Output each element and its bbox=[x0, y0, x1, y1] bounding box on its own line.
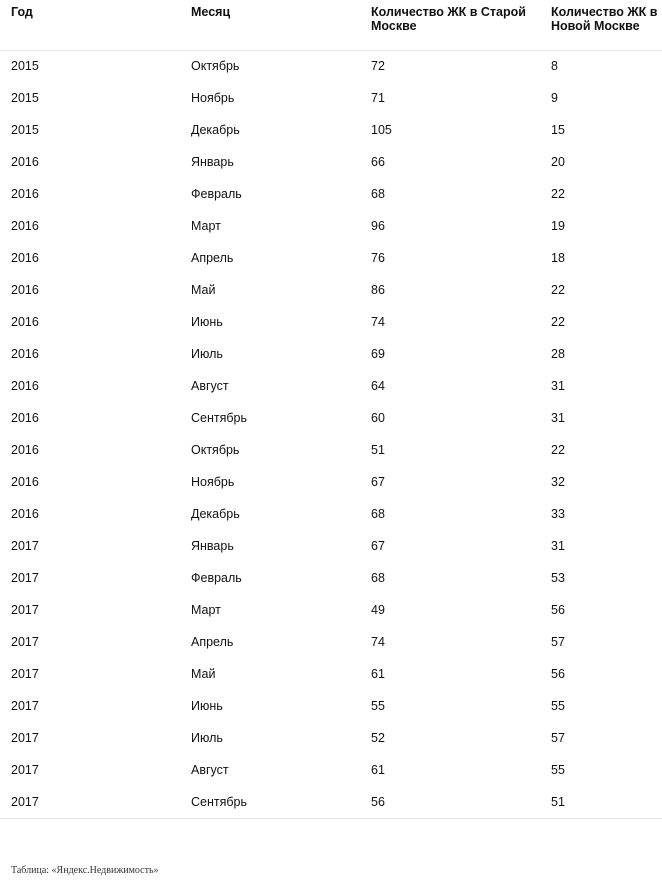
cell-new-moscow: 15 bbox=[551, 123, 565, 137]
cell-month: Декабрь bbox=[191, 507, 240, 521]
cell-old-moscow: 61 bbox=[371, 763, 385, 777]
cell-year: 2017 bbox=[11, 763, 39, 777]
cell-old-moscow: 72 bbox=[371, 59, 385, 74]
table-row bbox=[0, 82, 662, 114]
table-row bbox=[0, 50, 662, 82]
cell-new-moscow: 56 bbox=[551, 667, 565, 681]
cell-new-moscow: 9 bbox=[551, 91, 558, 105]
cell-old-moscow: 69 bbox=[371, 347, 385, 361]
cell-new-moscow: 28 bbox=[551, 347, 565, 361]
cell-new-moscow: 18 bbox=[551, 251, 565, 265]
cell-year: 2015 bbox=[11, 91, 39, 105]
cell-year: 2017 bbox=[11, 731, 39, 745]
table-row bbox=[0, 498, 662, 530]
cell-old-moscow: 52 bbox=[371, 731, 385, 745]
cell-month: Июль bbox=[191, 731, 223, 745]
cell-new-moscow: 22 bbox=[551, 443, 565, 457]
cell-year: 2015 bbox=[11, 123, 39, 137]
cell-month: Октябрь bbox=[191, 443, 240, 457]
cell-old-moscow: 76 bbox=[371, 251, 385, 265]
table-row bbox=[0, 274, 662, 306]
table-row bbox=[0, 786, 662, 818]
header-month: Месяц bbox=[180, 0, 360, 50]
cell-month: Ноябрь bbox=[191, 475, 235, 489]
table-body bbox=[0, 50, 662, 818]
cell-old-moscow: 71 bbox=[371, 91, 385, 105]
cell-year: 2017 bbox=[11, 699, 39, 713]
cell-month: Август bbox=[191, 763, 229, 777]
header-new-moscow-count: Количество ЖК в Новой Москве bbox=[540, 0, 662, 50]
table-row bbox=[0, 754, 662, 786]
table-row bbox=[0, 562, 662, 594]
table-row bbox=[0, 210, 662, 242]
cell-new-moscow: 31 bbox=[551, 411, 565, 425]
cell-year: 2015 bbox=[11, 59, 39, 74]
cell-month: Сентябрь bbox=[180, 786, 360, 818]
cell-new-moscow: 51 bbox=[540, 786, 662, 818]
cell-new-moscow: 32 bbox=[551, 475, 565, 489]
cell-old-moscow: 67 bbox=[371, 475, 385, 489]
cell-new-moscow: 22 bbox=[551, 315, 565, 329]
cell-year: 2016 bbox=[11, 315, 39, 329]
table-row bbox=[0, 626, 662, 658]
cell-new-moscow: 53 bbox=[551, 571, 565, 585]
table-row bbox=[0, 114, 662, 146]
cell-new-moscow: 20 bbox=[551, 155, 565, 169]
cell-year: 2016 bbox=[11, 379, 39, 393]
cell-old-moscow: 74 bbox=[371, 315, 385, 329]
cell-month: Май bbox=[191, 667, 216, 681]
table-source-caption: Таблица: «Яндекс.Недвижимость» bbox=[11, 865, 159, 876]
cell-month: Сентябрь bbox=[191, 411, 247, 425]
table-row bbox=[0, 402, 662, 434]
cell-month: Март bbox=[191, 219, 221, 233]
cell-old-moscow: 61 bbox=[371, 667, 385, 681]
cell-old-moscow: 60 bbox=[371, 411, 385, 425]
cell-year: 2017 bbox=[11, 635, 39, 649]
cell-new-moscow: 56 bbox=[551, 603, 565, 617]
table-row bbox=[0, 722, 662, 754]
cell-new-moscow: 19 bbox=[551, 219, 565, 233]
cell-month: Апрель bbox=[191, 251, 234, 265]
cell-year: 2017 bbox=[11, 603, 39, 617]
cell-year: 2016 bbox=[11, 411, 39, 425]
cell-year: 2017 bbox=[11, 539, 39, 553]
cell-month: Июнь bbox=[191, 699, 223, 713]
table-row bbox=[0, 370, 662, 402]
cell-new-moscow: 57 bbox=[551, 731, 565, 745]
cell-year: 2016 bbox=[11, 347, 39, 361]
cell-old-moscow: 51 bbox=[371, 443, 385, 457]
cell-month: Март bbox=[191, 603, 221, 617]
cell-month: Февраль bbox=[191, 187, 242, 201]
cell-old-moscow: 55 bbox=[371, 699, 385, 713]
cell-year: 2017 bbox=[11, 667, 39, 681]
cell-year: 2016 bbox=[11, 155, 39, 169]
cell-month: Январь bbox=[191, 155, 234, 169]
cell-new-moscow: 57 bbox=[551, 635, 565, 649]
cell-old-moscow: 66 bbox=[371, 155, 385, 169]
cell-year: 2016 bbox=[11, 283, 39, 297]
cell-new-moscow: 55 bbox=[551, 763, 565, 777]
cell-old-moscow: 96 bbox=[371, 219, 385, 233]
cell-old-moscow: 67 bbox=[371, 539, 385, 553]
cell-year: 2016 bbox=[11, 475, 39, 489]
cell-old-moscow: 68 bbox=[371, 187, 385, 201]
table-row bbox=[0, 178, 662, 210]
table-row bbox=[0, 338, 662, 370]
cell-old-moscow: 56 bbox=[360, 786, 540, 818]
cell-old-moscow: 64 bbox=[371, 379, 385, 393]
cell-old-moscow: 49 bbox=[371, 603, 385, 617]
cell-month: Январь bbox=[191, 539, 234, 553]
cell-year: 2016 bbox=[11, 187, 39, 201]
cell-new-moscow: 22 bbox=[551, 283, 565, 297]
table-row bbox=[0, 466, 662, 498]
cell-month: Август bbox=[191, 379, 229, 393]
cell-month: Ноябрь bbox=[191, 91, 235, 105]
table-header bbox=[0, 0, 662, 50]
cell-month: Февраль bbox=[191, 571, 242, 585]
table-row bbox=[0, 658, 662, 690]
cell-month: Май bbox=[191, 283, 216, 297]
table-row bbox=[0, 434, 662, 466]
cell-old-moscow: 86 bbox=[371, 283, 385, 297]
cell-new-moscow: 33 bbox=[551, 507, 565, 521]
cell-new-moscow: 55 bbox=[551, 699, 565, 713]
table-row bbox=[0, 594, 662, 626]
header-old-moscow-count: Количество ЖК в Старой Москве bbox=[360, 0, 540, 50]
header-year: Год bbox=[0, 0, 180, 50]
table-row bbox=[0, 530, 662, 562]
cell-month: Октябрь bbox=[191, 59, 240, 74]
cell-month: Апрель bbox=[191, 635, 234, 649]
cell-new-moscow: 31 bbox=[551, 539, 565, 553]
cell-year: 2016 bbox=[11, 507, 39, 521]
cell-month: Июль bbox=[191, 347, 223, 361]
cell-new-moscow: 22 bbox=[551, 187, 565, 201]
cell-new-moscow: 31 bbox=[551, 379, 565, 393]
table-row bbox=[0, 306, 662, 338]
cell-year: 2016 bbox=[11, 251, 39, 265]
cell-year: 2016 bbox=[11, 443, 39, 457]
cell-new-moscow: 8 bbox=[551, 59, 558, 74]
cell-month: Июнь bbox=[191, 315, 223, 329]
cell-old-moscow: 68 bbox=[371, 571, 385, 585]
cell-old-moscow: 68 bbox=[371, 507, 385, 521]
cell-month: Декабрь bbox=[191, 123, 240, 137]
header-row bbox=[0, 0, 662, 50]
cell-old-moscow: 74 bbox=[371, 635, 385, 649]
table-row bbox=[0, 146, 662, 178]
table-row bbox=[0, 690, 662, 722]
cell-year: 2017 bbox=[11, 571, 39, 585]
table-row bbox=[0, 242, 662, 274]
cell-year: 2017 bbox=[0, 786, 180, 818]
cell-old-moscow: 105 bbox=[371, 123, 392, 137]
cell-year: 2016 bbox=[11, 219, 39, 233]
